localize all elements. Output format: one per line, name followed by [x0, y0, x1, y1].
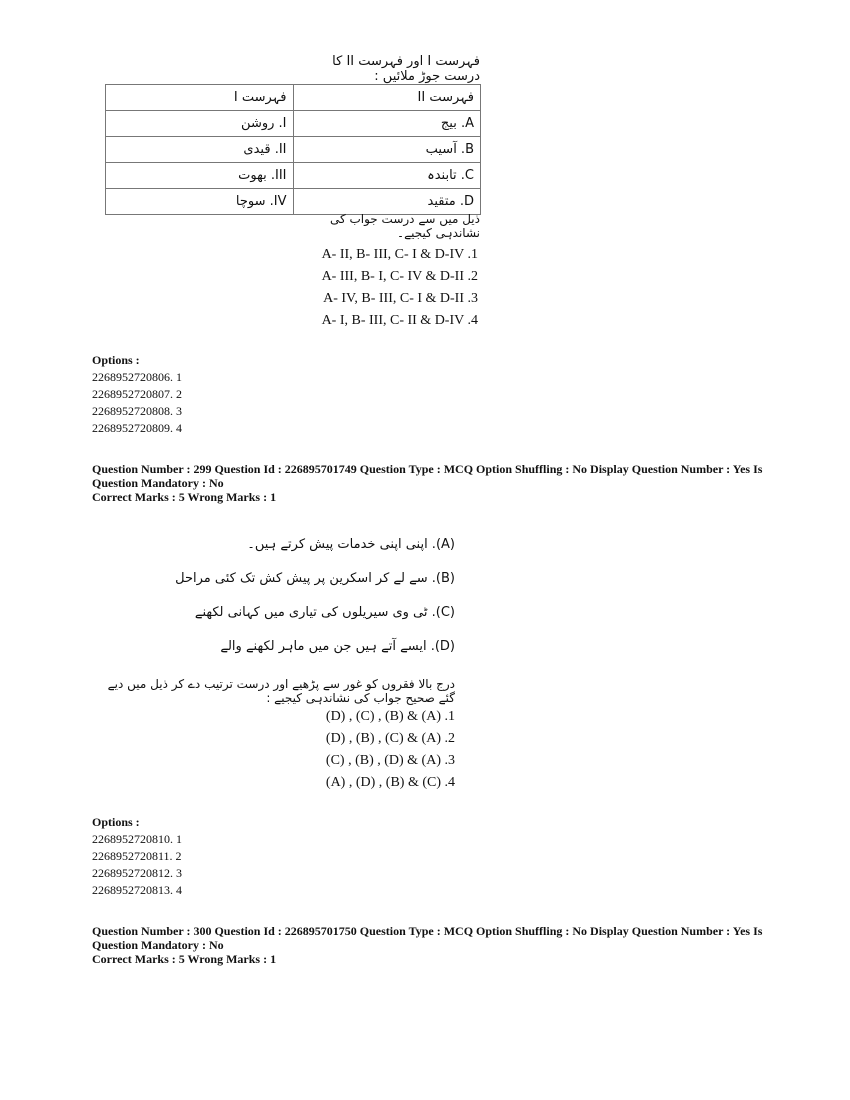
table-row — [106, 137, 481, 163]
options-label: Options : — [92, 815, 140, 829]
q299-statements — [175, 528, 455, 664]
option-id: 2268952720809. 4 — [92, 421, 182, 435]
option-id: 2268952720806. 1 — [92, 370, 182, 384]
option-id: 2268952720807. 2 — [92, 387, 182, 401]
question-mandatory: Question Mandatory : No — [92, 476, 224, 490]
table-header-row — [106, 85, 481, 111]
q1-subprompt: ذیل میں سے درست جواب کی نشاندہی کیجیے۔ — [329, 212, 480, 240]
table-cell: B. آسیب — [293, 137, 481, 163]
question-marks: Correct Marks : 5 Wrong Marks : 1 — [92, 952, 277, 966]
table-cell: C. تابندہ — [293, 163, 481, 189]
table-header-list-2: فہرست II — [293, 85, 481, 111]
q299-meta — [92, 462, 772, 504]
q299-options-block — [92, 814, 182, 899]
q299-answer-options — [260, 706, 455, 794]
answer-option: (A) , (D) , (B) & (C) .4 — [325, 775, 455, 790]
answer-option: A- II, B- III, C- I & D-IV .1 — [321, 247, 478, 262]
answer-option: A- III, B- I, C- IV & D-II .2 — [321, 269, 478, 284]
table-cell: IV. سوچا — [106, 189, 294, 215]
table-cell: I. روشن — [106, 111, 294, 137]
table-row — [106, 111, 481, 137]
option-id: 2268952720808. 3 — [92, 404, 182, 418]
table-row — [106, 163, 481, 189]
answer-option: A- IV, B- III, C- I & D-II .3 — [323, 291, 478, 306]
option-id: 2268952720813. 4 — [92, 883, 182, 897]
answer-option: A- I, B- III, C- II & D-IV .4 — [321, 313, 478, 328]
statement: (A). اپنی اپنی خدمات پیش کرتے ہیں۔ — [247, 537, 455, 552]
question-mandatory: Question Mandatory : No — [92, 938, 224, 952]
matching-table — [105, 84, 481, 215]
answer-option: (D) , (C) , (B) & (A) .1 — [325, 709, 455, 724]
table-cell: III. بھوت — [106, 163, 294, 189]
q1-instruction: فہرست I اور فہرست II کا درست جوڑ ملائیں : — [332, 54, 480, 84]
option-id: 2268952720811. 2 — [92, 849, 182, 863]
table-cell: A. بیج — [293, 111, 481, 137]
question-meta-line: Question Number : 299 Question Id : 226895701749 Question Type : MCQ Option Shuffling : No Display Question Number : Yes Is — [92, 462, 763, 476]
q1-answer-options — [200, 244, 478, 332]
q299-instruction: درج بالا فقروں کو غور سے پڑھیے اور درست ترتیب دے کر ذیل میں دیے گئے صحیح جواب کی نشاندہی کیجیے : — [107, 677, 455, 705]
table-cell: II. قیدی — [106, 137, 294, 163]
question-marks: Correct Marks : 5 Wrong Marks : 1 — [92, 490, 277, 504]
answer-option: (D) , (B) , (C) & (A) .2 — [325, 731, 455, 746]
q1-options-block — [92, 352, 182, 437]
statement: (B). سے لے کر اسکرین پر پیش کش تک کئی مراحل — [175, 571, 455, 586]
option-id: 2268952720812. 3 — [92, 866, 182, 880]
q300-meta — [92, 924, 772, 966]
statement: (D). ایسے آتے ہیں جن میں ماہر لکھنے والے — [220, 639, 455, 654]
answer-option: (C) , (B) , (D) & (A) .3 — [325, 753, 455, 768]
table-row — [106, 189, 481, 215]
option-id: 2268952720810. 1 — [92, 832, 182, 846]
options-label: Options : — [92, 353, 140, 367]
table-header-list-1: فہرست I — [106, 85, 294, 111]
question-meta-line: Question Number : 300 Question Id : 226895701750 Question Type : MCQ Option Shuffling : No Display Question Number : Yes Is — [92, 924, 763, 938]
statement: (C). ٹی وی سیریلوں کی تیاری میں کہانی لکھنے — [194, 605, 455, 620]
table-cell: D. متقید — [293, 189, 481, 215]
